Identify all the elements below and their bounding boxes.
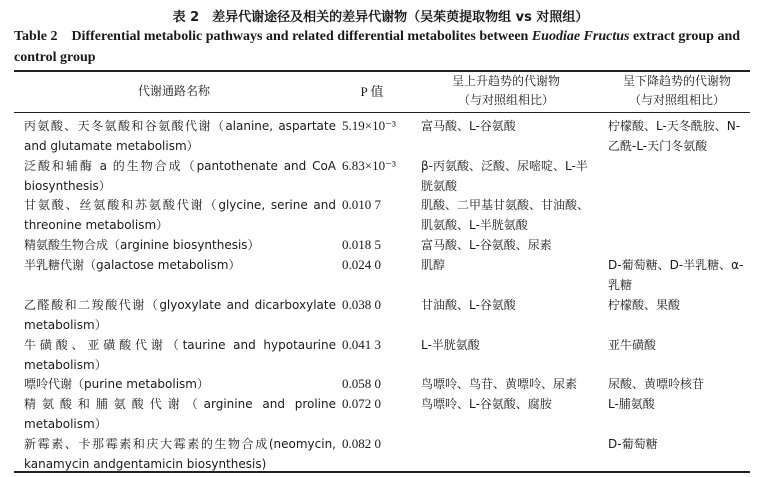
upregulated-metabolites: 富马酸、L-谷氨酸	[421, 119, 516, 133]
downregulated-metabolites: 柠檬酸、L-天冬酰胺、N-乙酰-L-天门冬氨酸	[608, 119, 741, 153]
upregulated-metabolites: β-丙氨酸、泛酸、尿嘧啶、L-半胱氨酸	[421, 159, 588, 193]
pathway-name: 丙氨酸、天冬氨酸和谷氨酸代谢（alanine, aspartate and glutamate metabolism）	[24, 119, 336, 153]
table-caption-chinese: 表 2 差异代谢途径及相关的差异代谢物（吴茱萸提取物组 vs 对照组）	[172, 10, 589, 25]
upregulated-metabolites: L-半胱氨酸	[421, 338, 480, 352]
upregulated-metabolites: 鸟嘌呤、鸟苷、黄嘌呤、尿素	[421, 377, 578, 391]
header-downregulated-line1: 呈下降趋势的代谢物	[622, 74, 731, 88]
caption-english-species: Euodiae Fructus	[531, 29, 630, 44]
pathway-name: 新霉素、卡那霉素和庆大霉素的生物合成(neomycin, kanamycin andgentamicin biosynthesis)	[24, 437, 336, 471]
p-value: 0.038 0	[342, 297, 381, 312]
p-value: 0.018 5	[342, 237, 381, 252]
downregulated-metabolites: 亚牛磺酸	[608, 338, 657, 352]
upregulated-metabolites: 肌酸、二甲基甘氨酸、甘油酸、肌氨酸、L-半胱氨酸	[421, 198, 590, 232]
p-value: 0.010 7	[342, 197, 381, 212]
caption-english-text-end: extract group and control group	[14, 29, 741, 65]
p-value: 0.058 0	[342, 376, 381, 391]
p-value: 0.082 0	[342, 436, 381, 451]
header-pathway: 代谢通路名称	[137, 84, 210, 98]
pathway-name: 乙醛酸和二羧酸代谢（glyoxylate and dicarboxylate metabolism）	[24, 298, 336, 332]
downregulated-metabolites: D-葡萄糖	[608, 437, 658, 451]
pathway-name: 精氨酸和脯氨酸代谢（arginine and proline metabolism）	[24, 397, 336, 431]
upregulated-metabolites: 肌醇	[421, 258, 446, 272]
p-value: 6.83×10⁻³	[342, 158, 396, 173]
downregulated-metabolites: 尿酸、黄嘌呤核苷	[608, 377, 705, 391]
pathway-name: 泛酸和辅酶 a 的生物合成（pantothenate and CoA biosynthesis）	[24, 159, 336, 193]
downregulated-metabolites: L-脯氨酸	[608, 397, 655, 411]
header-downregulated-line2: （与对照组相比）	[628, 93, 725, 107]
p-value: 5.19×10⁻³	[342, 118, 396, 133]
pathway-name: 精氨酸生物合成（arginine biosynthesis）	[24, 238, 260, 252]
downregulated-metabolites: D-葡萄糖、D-半乳糖、α-乳糖	[608, 258, 744, 292]
table-header-rule	[14, 112, 750, 113]
table-caption-english	[14, 26, 750, 68]
pathway-name: 半乳糖代谢（galactose metabolism）	[24, 258, 241, 272]
pathway-name: 牛磺酸、亚磺酸代谢（taurine and hypotaurine metabolism）	[24, 338, 336, 372]
downregulated-metabolites: 柠檬酸、果酸	[608, 298, 681, 312]
upregulated-metabolites: 鸟嘌呤、L-谷氨酸、腐胺	[421, 397, 552, 411]
upregulated-metabolites: 富马酸、L-谷氨酸、尿素	[421, 238, 552, 252]
p-value: 0.072 0	[342, 396, 381, 411]
pathway-name: 嘌呤代谢（purine metabolism）	[24, 377, 209, 391]
header-p-value: P 值	[360, 84, 384, 99]
header-upregulated-line1: 呈上升趋势的代谢物	[451, 74, 560, 88]
upregulated-metabolites: 甘油酸、L-谷氨酸	[421, 298, 516, 312]
header-upregulated-line2: （与对照组相比）	[457, 93, 554, 107]
header-downregulated	[604, 72, 750, 110]
caption-english-text: Table 2 Differential metabolic pathways and related differential metabolites between	[14, 29, 532, 44]
header-upregulated	[408, 72, 604, 110]
p-value: 0.041 3	[342, 337, 381, 352]
pathway-name: 甘氨酸、丝氨酸和苏氨酸代谢（glycine, serine and threonine metabolism）	[24, 198, 336, 232]
p-value: 0.024 0	[342, 257, 381, 272]
